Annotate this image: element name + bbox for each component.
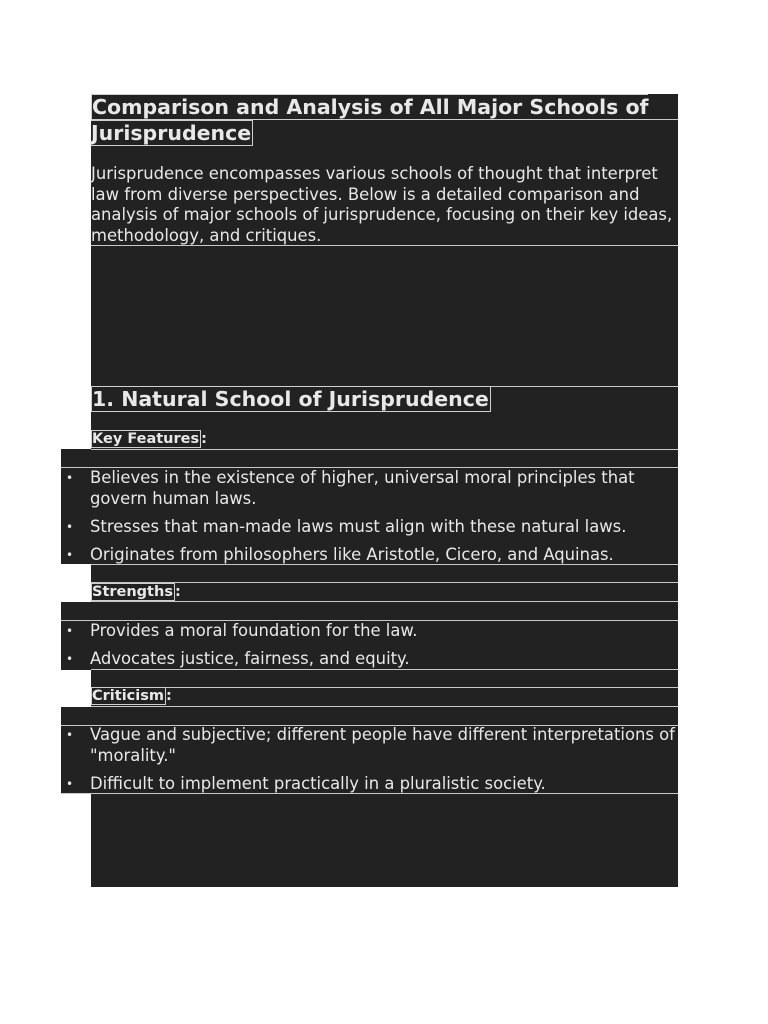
list-item-text: Stresses that man-made laws must align with these natural laws. bbox=[90, 516, 627, 536]
list-item-text: Originates from philosophers like Aristotle, Cicero, and Aquinas. bbox=[90, 544, 614, 564]
bullet-icon: • bbox=[66, 471, 74, 485]
bullet-icon: • bbox=[66, 519, 74, 534]
strengths-list bbox=[61, 621, 678, 677]
key-features-label-text: Key Features bbox=[92, 431, 200, 447]
bullet-icon: • bbox=[66, 652, 74, 666]
divider bbox=[91, 706, 678, 707]
empty-block bbox=[91, 841, 678, 887]
colon: : bbox=[201, 431, 207, 447]
list-item bbox=[61, 621, 678, 642]
criticism-label bbox=[91, 687, 172, 705]
empty-block bbox=[91, 292, 678, 386]
key-features-label bbox=[91, 430, 207, 448]
list-item-text: Vague and subjective; different people have different interpretations of "morality." bbox=[90, 725, 675, 765]
intro-paragraph: Jurisprudence encompasses various schools of thought that interpret law from diverse perspectives. Below is a detailed comparison and analysis of major schools of jurisprudence, focusing on their key ideas, methodology, and critiques. bbox=[91, 164, 673, 245]
bullet-icon: • bbox=[66, 728, 74, 742]
spacer-block bbox=[61, 707, 678, 726]
bullet-icon: • bbox=[66, 624, 74, 638]
criticism-list bbox=[61, 725, 678, 802]
list-item-text: Difficult to implement practically in a pluralistic society. bbox=[90, 773, 546, 793]
bullet-icon: • bbox=[66, 547, 74, 562]
list-item bbox=[61, 468, 678, 509]
bullet-icon: • bbox=[66, 776, 74, 791]
list-item bbox=[61, 649, 678, 670]
list-item bbox=[61, 545, 678, 566]
page-title bbox=[91, 94, 679, 146]
divider bbox=[91, 449, 678, 450]
key-features-list bbox=[61, 468, 678, 573]
list-item bbox=[61, 774, 678, 795]
divider bbox=[91, 601, 678, 602]
section-heading-text: 1. Natural School of Jurisprudence bbox=[92, 387, 489, 411]
strengths-label-text: Strengths bbox=[92, 584, 173, 600]
list-item-text: Believes in the existence of higher, universal moral principles that govern human laws. bbox=[90, 468, 635, 508]
divider bbox=[91, 687, 678, 688]
list-item bbox=[61, 725, 678, 766]
criticism-label-text: Criticism bbox=[92, 688, 164, 704]
strengths-label bbox=[91, 583, 181, 601]
page-title-text: Comparison and Analysis of All Major Schools of Jurisprudence bbox=[91, 95, 649, 145]
spacer-block bbox=[61, 602, 678, 621]
colon: : bbox=[165, 688, 172, 704]
list-item bbox=[61, 517, 678, 538]
empty-block bbox=[91, 246, 678, 292]
spacer-block bbox=[61, 449, 678, 468]
list-item-text: Provides a moral foundation for the law. bbox=[90, 621, 418, 640]
section-heading bbox=[91, 386, 491, 412]
colon: : bbox=[174, 584, 181, 600]
list-item-text: Advocates justice, fairness, and equity. bbox=[90, 649, 410, 668]
